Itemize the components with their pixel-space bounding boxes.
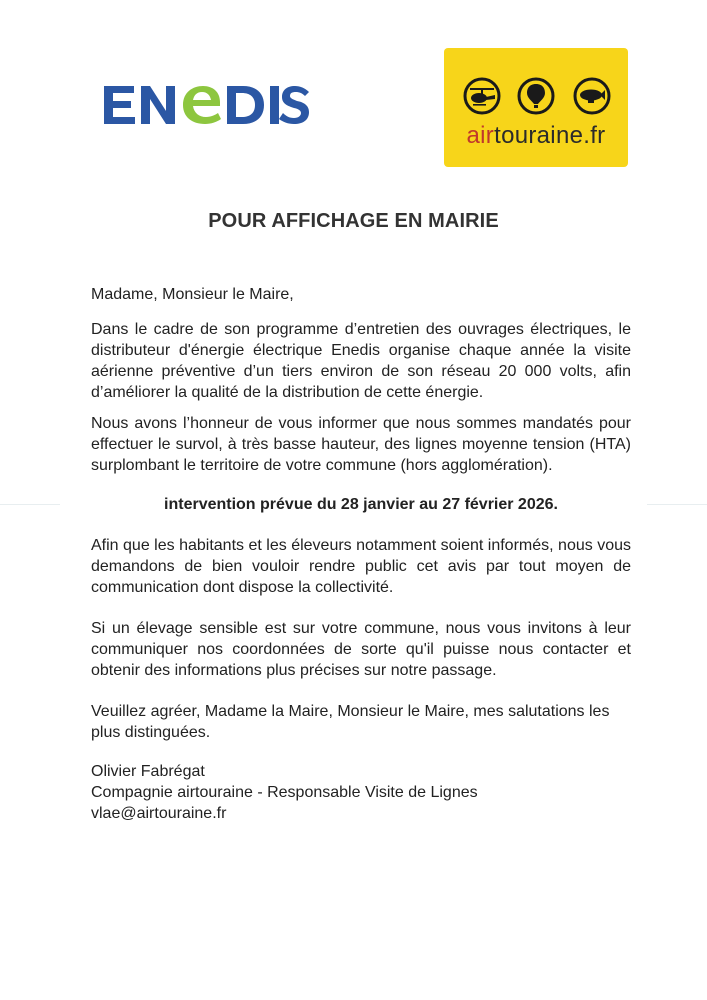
airship-icon [572, 76, 612, 116]
airtouraine-icons [458, 76, 614, 116]
airtouraine-wordmark-prefix: air [466, 122, 495, 149]
divider-line [0, 504, 60, 505]
airtouraine-wordmark [444, 122, 628, 150]
divider-line [647, 504, 707, 505]
intervention-dates-text: intervention prévue du 28 janvier au 27 février 2026. [164, 496, 558, 513]
airtouraine-logo [444, 48, 628, 167]
paragraph-livestock: Si un élevage sensible est sur votre commune, nous vous invitons à leur communiquer nos coordonnées de sorte qu'il puisse nous contacter et obtenir des informations plus précises sur notre passage. [91, 620, 631, 679]
signature-name: Olivier Fabrégat [91, 763, 205, 780]
paragraph-announcement: Nous avons l’honneur de vous informer que nous sommes mandatés pour effectuer le survol, à très basse hauteur, des lignes moyenne tension (HTA) surplombant le territoire de votre commune (hors agglomération). [91, 415, 631, 474]
airtouraine-wordmark-suffix: touraine.fr [494, 122, 606, 149]
closing-formula: Veuillez agréer, Madame la Maire, Monsieur le Maire, mes salutations les plus distinguées. [91, 703, 610, 741]
salutation: Madame, Monsieur le Maire, [91, 286, 294, 303]
helicopter-icon [462, 76, 502, 116]
signature-company: Compagnie airtouraine - Responsable Visite de Lignes [91, 784, 478, 801]
paragraph-context: Dans le cadre de son programme d’entretien des ouvrages électriques, le distributeur d'énergie électrique Enedis organise chaque année la visite aérienne préventive d’un tiers environ de son réseau 20 000 volts, afin d’améliorer la qualité de la distribution de cette énergie. [91, 321, 631, 401]
enedis-logo [100, 80, 312, 130]
paragraph-request: Afin que les habitants et les éleveurs notamment soient informés, nous vous demandons de bien vouloir rendre public cet avis par tout moyen de communication dont dispose la collectivité. [91, 537, 631, 596]
signature-email: vlae@airtouraine.fr [91, 805, 227, 822]
intervention-dates [91, 494, 631, 515]
letter-body [91, 284, 631, 824]
hot-air-balloon-icon [516, 76, 556, 116]
page-title: POUR AFFICHAGE EN MAIRIE [208, 210, 499, 232]
